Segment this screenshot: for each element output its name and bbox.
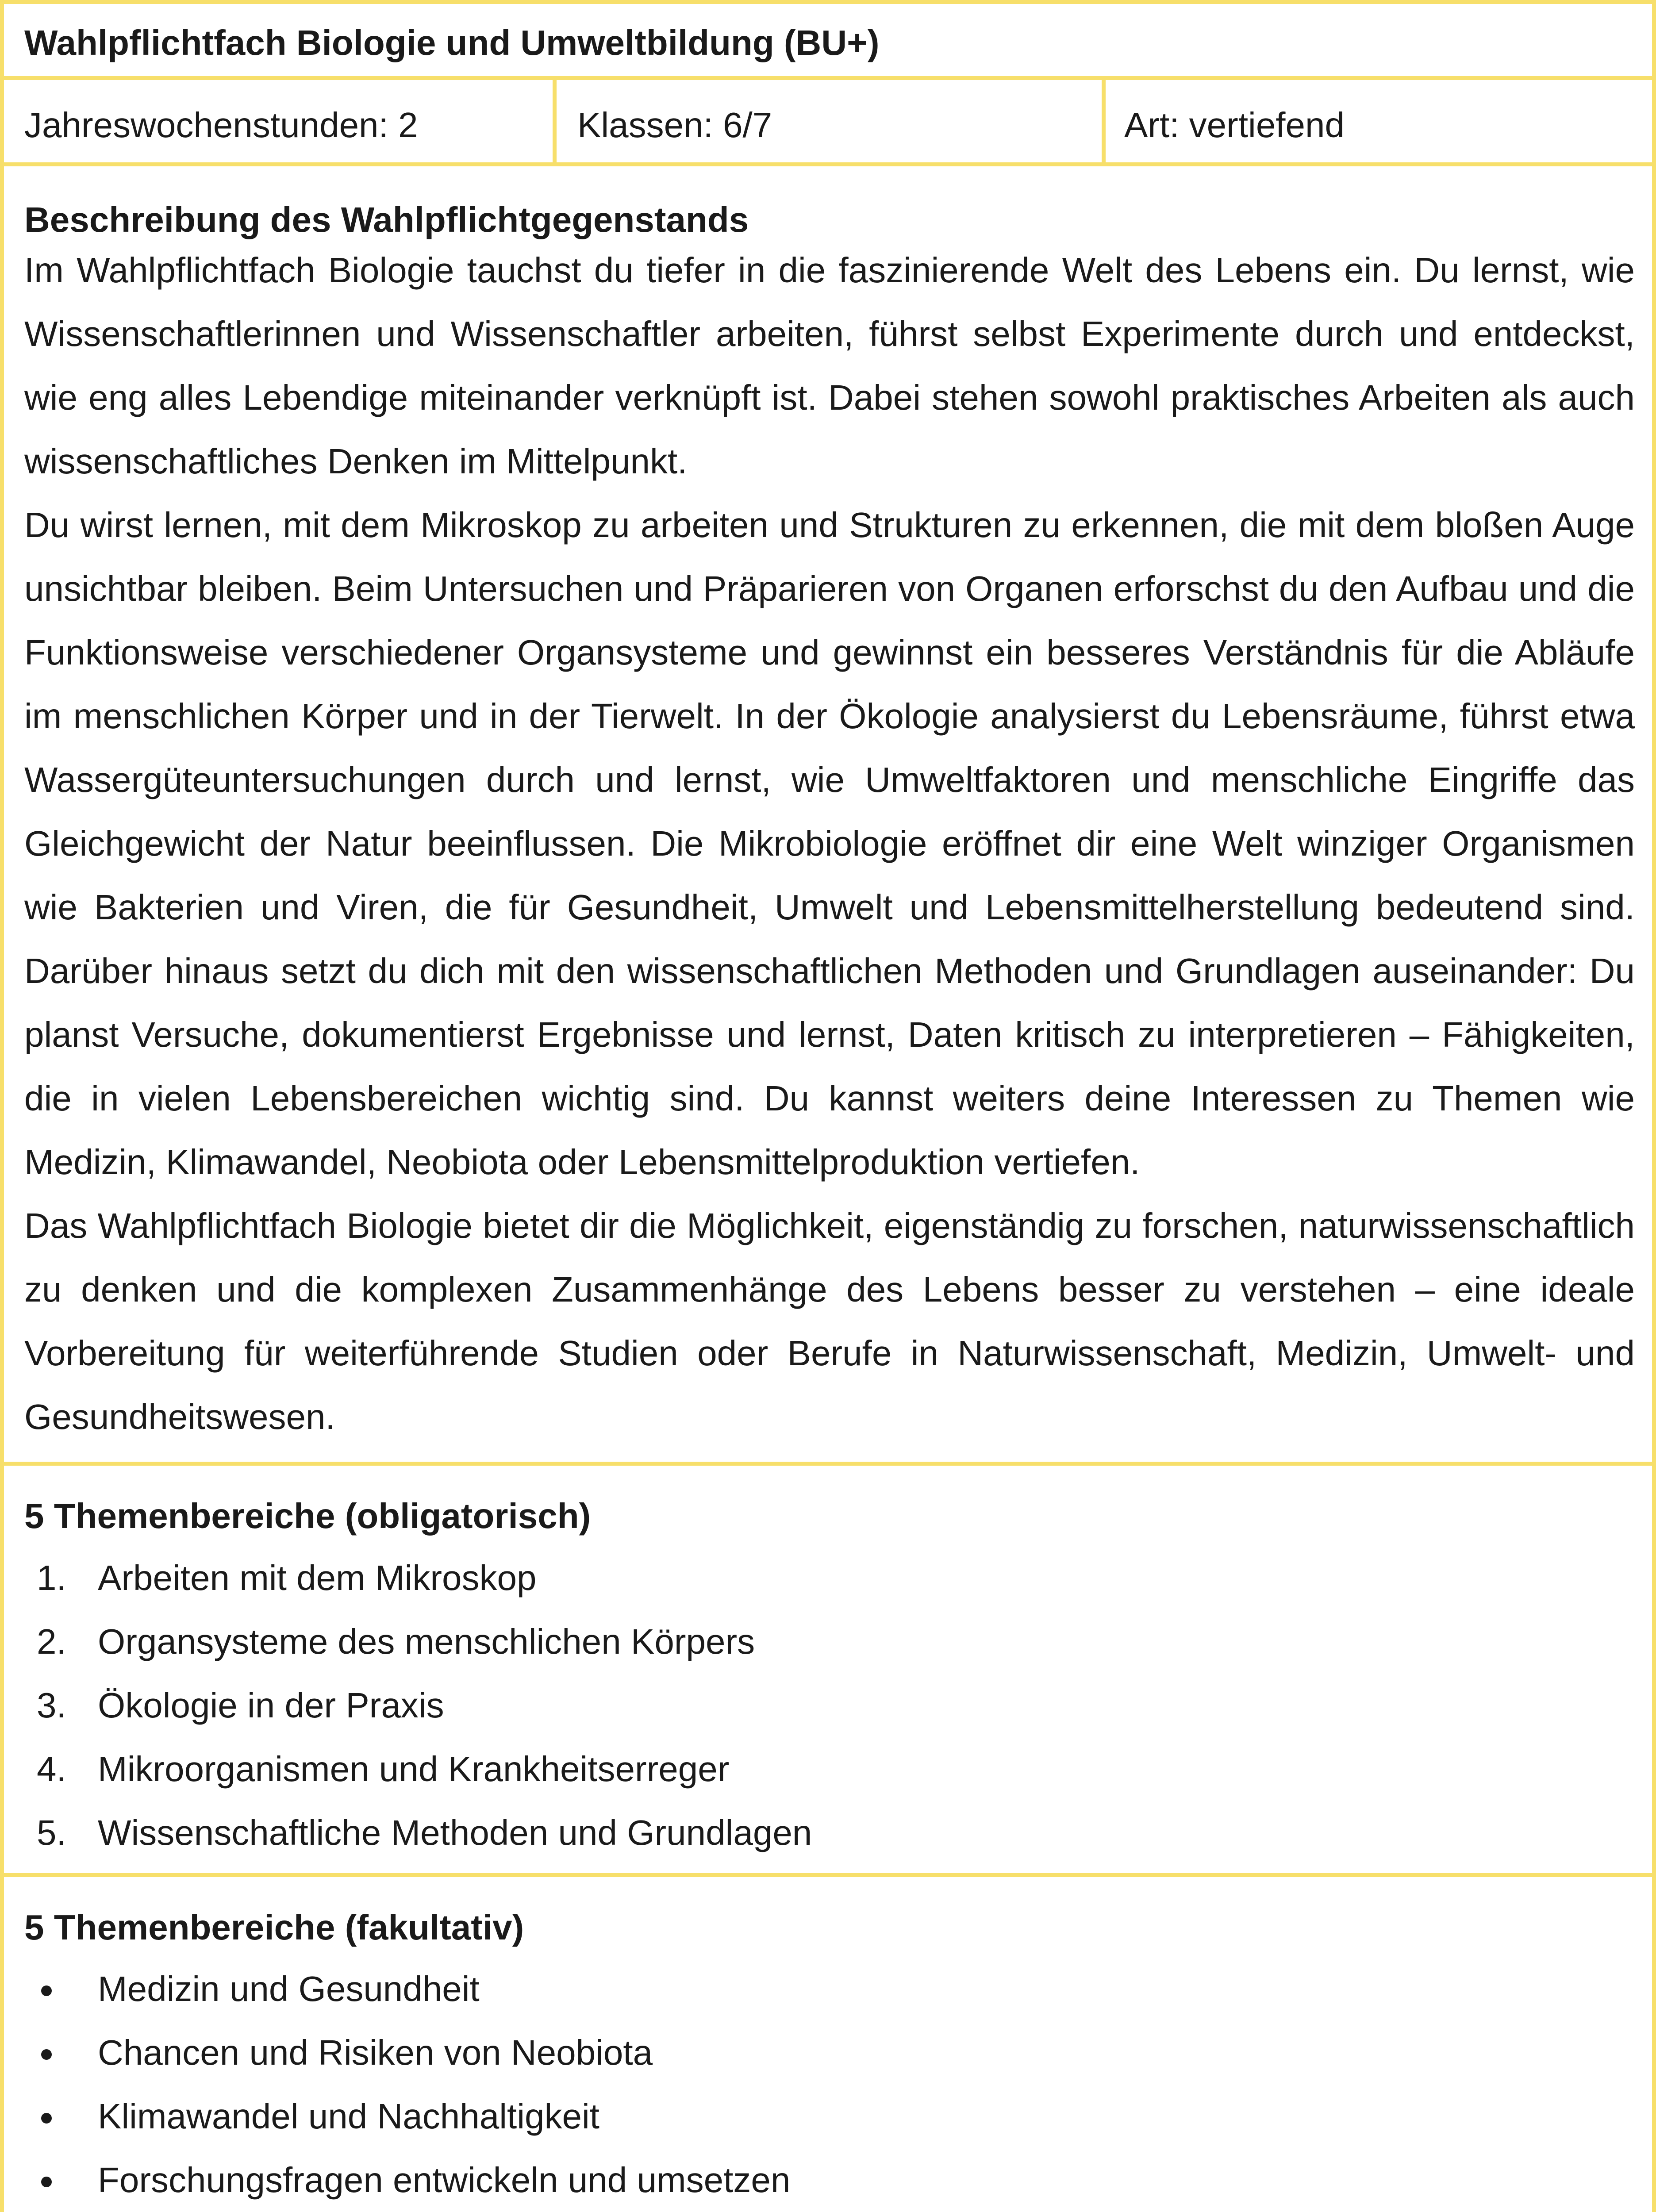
list-item-text: Forschungsfragen entwickeln und umsetzen — [98, 2160, 791, 2200]
description-body — [24, 238, 1635, 1449]
description-paragraph-3: Das Wahlpflichtfach Biologie bietet dir die Möglichkeit, eigenständig zu forschen, naturwissenschaftlich zu denken und die komplexen Zusammenhänge des Lebens besser zu verstehen – eine ideale Vorbereitung für weiterführende Studien oder Berufe in Naturwissenschaft, Medizin, Umwelt- und Gesundheitswesen. — [24, 1206, 1635, 1436]
list-item-text: Mikroorganismen und Krankheitserreger — [98, 1749, 730, 1789]
optional-heading: 5 Themenbereiche (fakultativ) — [24, 1908, 524, 1947]
description-paragraph-2: Du wirst lernen, mit dem Mikroskop zu arbeiten und Strukturen zu erkennen, die mit dem bloßen Auge unsichtbar bleiben. Beim Untersuchen und Präparieren von Organen erforschst du den Aufbau und die Funktionsweise verschiedener Organsysteme und gewinnst ein besseres Verständnis für die Abläufe im menschlichen Körper und in der Tierwelt. In der Ökologie analysierst du Lebensräume, führst etwa Wassergüteuntersuchungen durch und lernst, wie Umweltfaktoren und menschliche Eingriffe das Gleichgewicht der Natur beeinflussen. Die Mikrobiologie eröffnet dir eine Welt winziger Organismen wie Bakterien und Viren, die für Gesundheit, Umwelt und Lebensmittelherstellung bedeutend sind. Darüber hinaus setzt du dich mit den wissenschaftlichen Methoden und Grundlagen auseinander: Du planst Versuche, dokumentierst Ergebnisse und lernst, Daten kritisch zu interpretieren – Fähigkeiten, die in vielen Lebensbereichen wichtig sind. Du kannst weiters deine Interessen zu Themen wie Medizin, Klimawandel, Neobiota oder Lebensmittelproduktion vertiefen. — [24, 505, 1635, 1182]
bullet-icon — [41, 2113, 52, 2124]
course-type: Art: vertiefend — [1124, 105, 1345, 145]
meta-divider-2 — [1102, 80, 1106, 166]
list-item-text: Ökologie in der Praxis — [98, 1686, 444, 1725]
list-number: 3. — [37, 1686, 66, 1725]
list-item-text: Arbeiten mit dem Mikroskop — [98, 1558, 537, 1598]
bullet-icon — [41, 2177, 52, 2187]
bullet-icon — [41, 2049, 52, 2060]
mandatory-heading: 5 Themenbereiche (obligatorisch) — [24, 1496, 591, 1536]
list-number: 1. — [37, 1558, 66, 1598]
list-number: 5. — [37, 1813, 66, 1852]
meta-divider-1 — [553, 80, 557, 166]
list-item-text: Chancen und Risiken von Neobiota — [98, 2033, 653, 2072]
meta-divider — [4, 162, 1652, 166]
classes: Klassen: 6/7 — [577, 105, 772, 145]
list-item-text: Organsysteme des menschlichen Körpers — [98, 1622, 755, 1661]
list-item-text: Medizin und Gesundheit — [98, 1969, 480, 2008]
list-number: 2. — [37, 1622, 66, 1661]
bullet-icon — [41, 1985, 52, 1996]
course-title: Wahlpflichtfach Biologie und Umweltbildung (BU+) — [24, 23, 880, 62]
mandatory-divider — [4, 1873, 1652, 1877]
weekly-hours: Jahreswochenstunden: 2 — [24, 105, 418, 145]
title-divider — [4, 76, 1652, 80]
list-item-text: Klimawandel und Nachhaltigkeit — [98, 2097, 599, 2136]
list-item-text: Wissenschaftliche Methoden und Grundlagen — [98, 1813, 812, 1852]
description-paragraph-1: Im Wahlpflichtfach Biologie tauchst du tiefer in die faszinierende Welt des Lebens ein. Du lernst, wie Wissenschaftlerinnen und Wissenschaftler arbeiten, führst selbst Experimente durch und entdeckst, wie eng alles Lebendige miteinander verknüpft ist. Dabei stehen sowohl praktisches Arbeiten als auch wissenschaftliches Denken im Mittelpunkt. — [24, 250, 1635, 481]
description-divider — [4, 1462, 1652, 1466]
description-heading: Beschreibung des Wahlpflichtgegenstands — [24, 200, 749, 239]
list-number: 4. — [37, 1749, 66, 1789]
